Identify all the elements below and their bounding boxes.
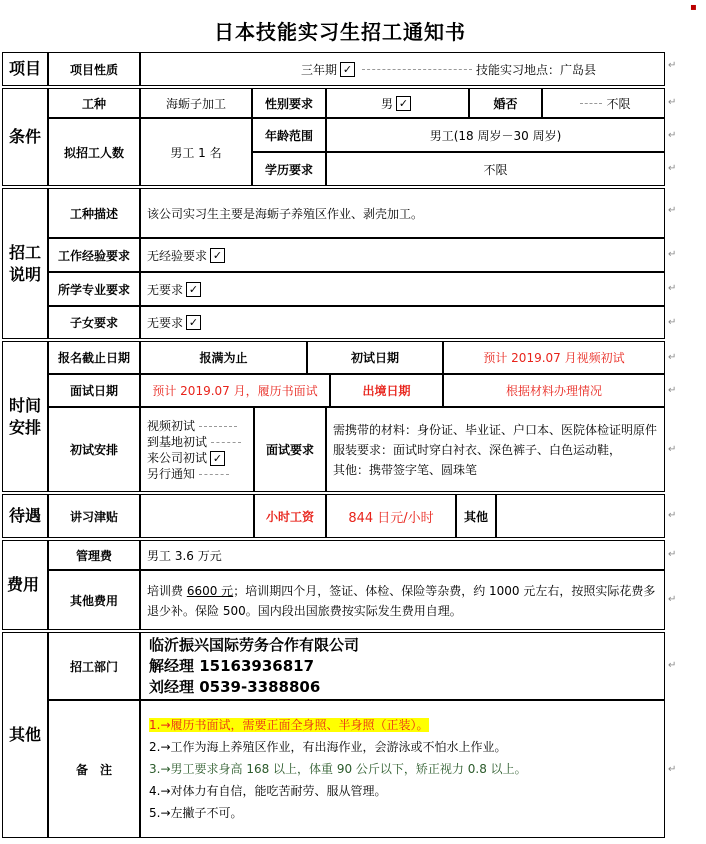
- checkmark-icon: ✓: [186, 282, 201, 297]
- dept-label: 招工部门: [48, 632, 140, 700]
- age-value: 男工(18 周岁－30 周岁): [326, 118, 665, 152]
- project-term: 三年期: [301, 62, 338, 77]
- interview-value: 预计 2019.07 月，履历书面试: [140, 374, 330, 407]
- gender-value: 男 ✓: [326, 88, 469, 118]
- first-exam-value: 预计 2019.07 月视频初试: [443, 341, 665, 374]
- mgmt-value: 男工 3.6 万元: [140, 540, 665, 570]
- first-exam-label: 初试日期: [307, 341, 443, 374]
- job-value: 海蛎子加工: [140, 88, 252, 118]
- checkmark-icon: ✓: [396, 96, 411, 111]
- location-value: 广岛县: [560, 62, 597, 77]
- project-value: [140, 52, 665, 86]
- req-label: 面试要求: [254, 407, 326, 492]
- checkmark-icon: ✓: [210, 248, 225, 263]
- note-1: 1.→履历书面试，需要正面全身照、半身照（正装）。: [149, 718, 429, 732]
- gender-label: 性别要求: [252, 88, 326, 118]
- departure-label: 出境日期: [330, 374, 443, 407]
- req-line-other: 其他：携带签字笔、圆珠笔: [333, 462, 478, 477]
- headcount-label: 拟招工人数: [48, 118, 140, 186]
- arrange-label: 初试安排: [48, 407, 140, 492]
- contact-1: 解经理 15163936817: [149, 656, 315, 675]
- checkmark-icon: ✓: [210, 451, 225, 466]
- exp-value: 无经验要求 ✓: [140, 238, 665, 272]
- mgmt-label: 管理费: [48, 540, 140, 570]
- section-other: 其他: [2, 632, 48, 838]
- deadline-value: 报满为止: [140, 341, 307, 374]
- page-title: 日本技能实习生招工通知书: [214, 20, 466, 44]
- other-fees-value: 培训费 6600 元；培训期四个月，签证、体检、保险等杂费，约 1000 元左右，按照实际花费多退少补。保险 500。国内段出国旅费按实际发生费用自理。: [140, 570, 665, 630]
- interview-label: 面试日期: [48, 374, 140, 407]
- notes-value: [140, 700, 665, 838]
- job-desc-label: 工种描述: [48, 188, 140, 238]
- arrange-option-video: 视频初试: [147, 418, 241, 434]
- other-value: [496, 494, 665, 538]
- notes-label: 备 注: [48, 700, 140, 838]
- edu-value: 不限: [326, 152, 665, 186]
- major-value: 无要求 ✓: [140, 272, 665, 306]
- married-value: 不限: [542, 88, 665, 118]
- req-line-clothing: 服装要求：面试时穿白衬衣、深色裤子、白色运动鞋，: [333, 442, 622, 457]
- children-label: 子女要求: [48, 306, 140, 339]
- allowance-value: [140, 494, 254, 538]
- children-value: 无要求 ✓: [140, 306, 665, 339]
- edu-label: 学历要求: [252, 152, 326, 186]
- note-2: 2.→工作为海上养殖区作业，有出海作业，会游泳或不怕水上作业。: [149, 740, 507, 754]
- checkmark-icon: ✓: [186, 315, 201, 330]
- checkmark-icon: ✓: [340, 62, 355, 77]
- section-fees: 费用: [2, 540, 48, 630]
- headcount-value: 男工 1 名: [140, 118, 252, 186]
- top-right-mark: ▪: [690, 2, 697, 13]
- job-desc-value: 该公司实习生主要是海蛎子养殖区作业、剥壳加工。: [140, 188, 665, 238]
- training-fee-amount: 6600 元: [186, 584, 234, 598]
- contact-2: 刘经理 0539-3388806: [149, 677, 321, 696]
- arrange-option-notice: 另行通知: [147, 466, 233, 482]
- section-project: 项目: [2, 52, 48, 86]
- project-label: 项目性质: [48, 52, 140, 86]
- section-treatment: 待遇: [2, 494, 48, 538]
- arrange-options: [140, 407, 254, 492]
- company-name: 临沂振兴国际劳务合作有限公司: [149, 635, 360, 654]
- arrange-option-base: 到基地初试: [147, 434, 245, 450]
- job-label: 工种: [48, 88, 140, 118]
- allowance-label: 讲习津贴: [48, 494, 140, 538]
- req-value: [326, 407, 665, 492]
- section-schedule: 时间安排: [2, 341, 48, 492]
- departure-value: 根据材料办理情况: [443, 374, 665, 407]
- hourly-label: 小时工资: [254, 494, 326, 538]
- dept-value: [140, 632, 665, 700]
- exp-label: 工作经验要求: [48, 238, 140, 272]
- married-label: 婚否: [469, 88, 542, 118]
- age-label: 年龄范围: [252, 118, 326, 152]
- req-line-materials: 需携带的材料：身份证、毕业证、户口本、医院体检证明原件: [333, 422, 658, 437]
- deadline-label: 报名截止日期: [48, 341, 140, 374]
- section-conditions: 条件: [2, 88, 48, 186]
- section-description: 招工说明: [2, 188, 48, 339]
- location-label: 技能实习地点：: [476, 62, 561, 77]
- hourly-value: 844 日元/小时: [326, 494, 456, 538]
- other-fees-label: 其他费用: [48, 570, 140, 630]
- note-3: 3.→男工要求身高 168 以上，体重 90 公斤以下，矫正视力 0.8 以上。: [149, 762, 527, 776]
- major-label: 所学专业要求: [48, 272, 140, 306]
- other-label: 其他: [456, 494, 496, 538]
- note-5: 5.→左撇子不可。: [149, 806, 243, 820]
- note-4: 4.→对体力有自信，能吃苦耐劳、服从管理。: [149, 784, 387, 798]
- arrange-option-company: 来公司初试 ✓: [147, 450, 228, 466]
- paragraph-marks: ↵ ↵ ↵ ↵ ↵ ↵ ↵ ↵ ↵ ↵ ↵ ↵ ↵ ↵ ↵ ↵: [668, 60, 677, 775]
